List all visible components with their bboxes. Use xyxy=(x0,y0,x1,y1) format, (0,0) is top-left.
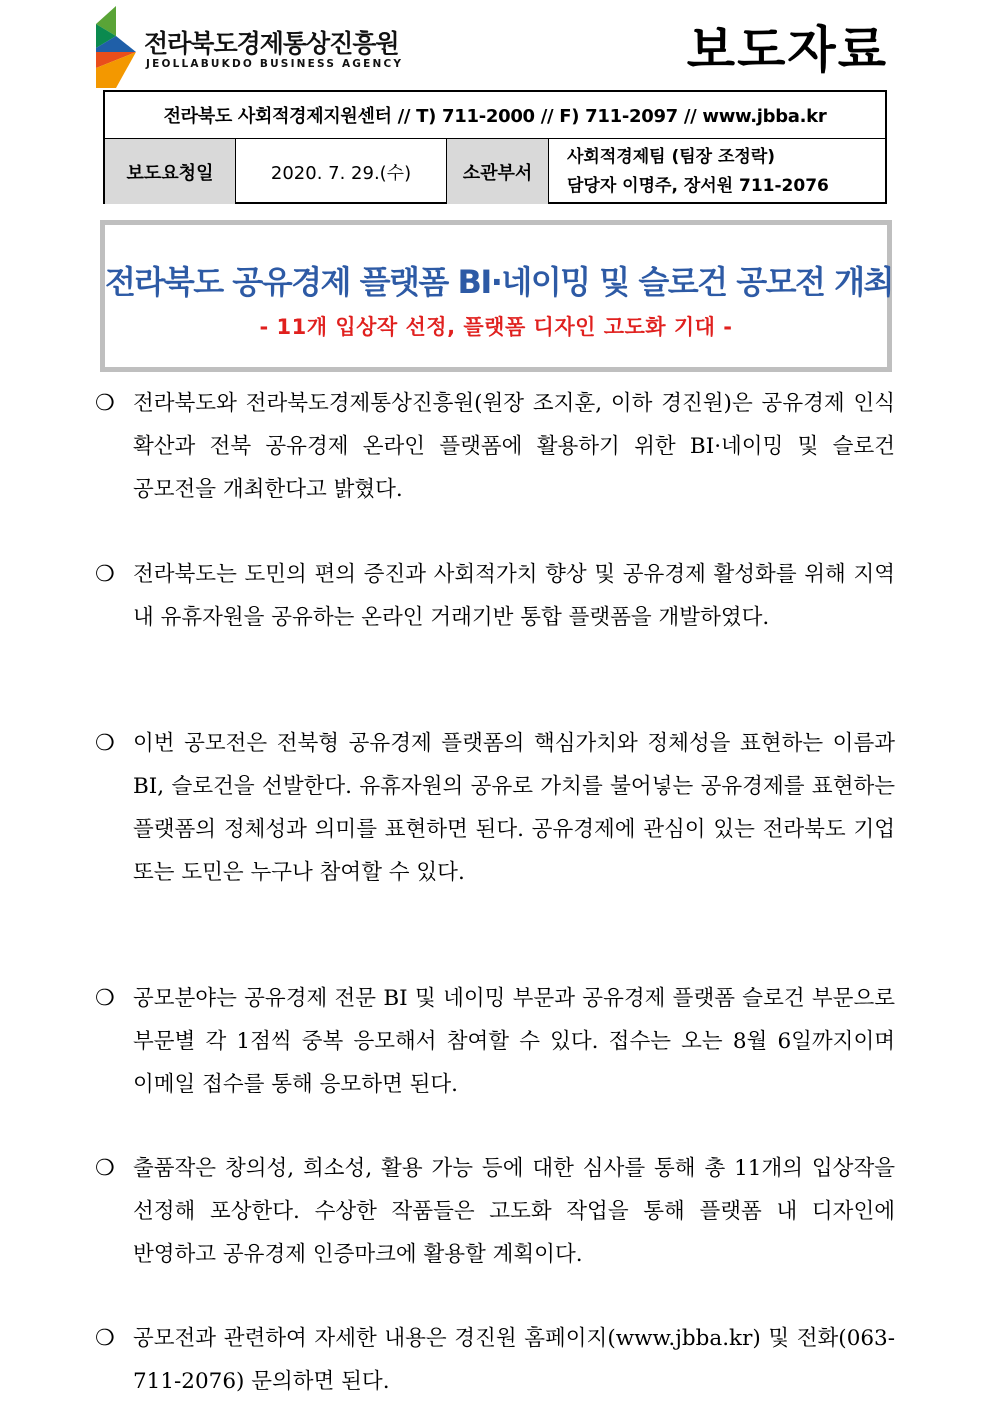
bullet-circle-icon: ❍ xyxy=(95,986,115,1011)
request-date-label: 보도요청일 xyxy=(105,139,236,204)
paragraph-text: 전라북도와 전라북도경제통상진흥원(원장 조지훈, 이하 경진원)은 공유경제 인식 확산과 전북 공유경제 온라인 플랫폼에 활용하기 위한 BI·네이밍 및 슬로건 공모전을 개최한다고 밝혔다. xyxy=(133,391,895,502)
bullet-circle-icon: ❍ xyxy=(95,562,115,587)
department-value: 사회적경제팀 (팀장 조정락) xyxy=(567,146,776,167)
org-logo xyxy=(94,6,404,88)
contact-line: 전라북도 사회적경제지원센터 // T) 711-2000 // F) 711-2097 // www.jbba.kr xyxy=(105,92,885,139)
contact-info-table xyxy=(103,90,887,204)
bullet-circle-icon: ❍ xyxy=(95,1326,115,1351)
department-label: 소관부서 xyxy=(447,139,549,204)
paragraph-text: 이번 공모전은 전북형 공유경제 플랫폼의 핵심가치와 정체성을 표현하는 이름과 BI, 슬로건을 선발한다. 유휴자원의 공유로 가치를 불어넣는 공유경제를 표현하는 플랫폼의 정체성과 의미를 표현하면 된다. 공유경제에 관심이 있는 전라북도 기업 또는 도민은 누구나 참여할 수 있다. xyxy=(133,731,895,885)
paragraph-text: 공모전과 관련하여 자세한 내용은 경진원 홈페이지(www.jbba.kr) 및 전화(063-711-2076) 문의하면 된다. xyxy=(133,1326,895,1394)
department-cell xyxy=(549,139,885,204)
bullet-circle-icon: ❍ xyxy=(95,391,115,416)
bullet-circle-icon: ❍ xyxy=(95,731,115,756)
org-logo-mark-icon xyxy=(94,6,142,88)
org-name: 전라북도경제통상진흥원 xyxy=(144,29,399,58)
document-type-title: 보도자료 xyxy=(686,21,888,79)
headline-title: 전라북도 공유경제 플랫폼 BI·네이밍 및 슬로건 공모전 개최 xyxy=(105,263,893,301)
paragraph-text: 출품작은 창의성, 희소성, 활용 가능 등에 대한 심사를 통해 총 11개의 입상작을 선정해 포상한다. 수상한 작품들은 고도화 작업을 통해 플랫폼 내 디자인에 반영하고 공유경제 인증마크에 활용할 계획이다. xyxy=(133,1156,895,1267)
paragraph-text: 전라북도는 도민의 편의 증진과 사회적가치 향상 및 공유경제 활성화를 위해 지역 내 유휴자원을 공유하는 온라인 거래기반 통합 플랫폼을 개발하였다. xyxy=(133,562,895,630)
paragraph-text: 공모분야는 공유경제 전문 BI 및 네이밍 부문과 공유경제 플랫폼 슬로건 부문으로 부문별 각 1점씩 중복 응모해서 참여할 수 있다. 접수는 오는 8월 6일까지이며 이메일 접수를 통해 응모하면 된다. xyxy=(133,986,895,1097)
request-date-value: 2020. 7. 29.(수) xyxy=(236,139,447,204)
org-name-english: JEOLLABUKDO BUSINESS AGENCY xyxy=(146,58,404,70)
contact-person: 담당자 이명주, 장서원 711-2076 xyxy=(567,175,829,196)
headline-box xyxy=(100,220,892,372)
headline-subtitle: - 11개 입상작 선정, 플랫폼 디자인 고도화 기대 - xyxy=(259,315,733,339)
bullet-circle-icon: ❍ xyxy=(95,1156,115,1181)
